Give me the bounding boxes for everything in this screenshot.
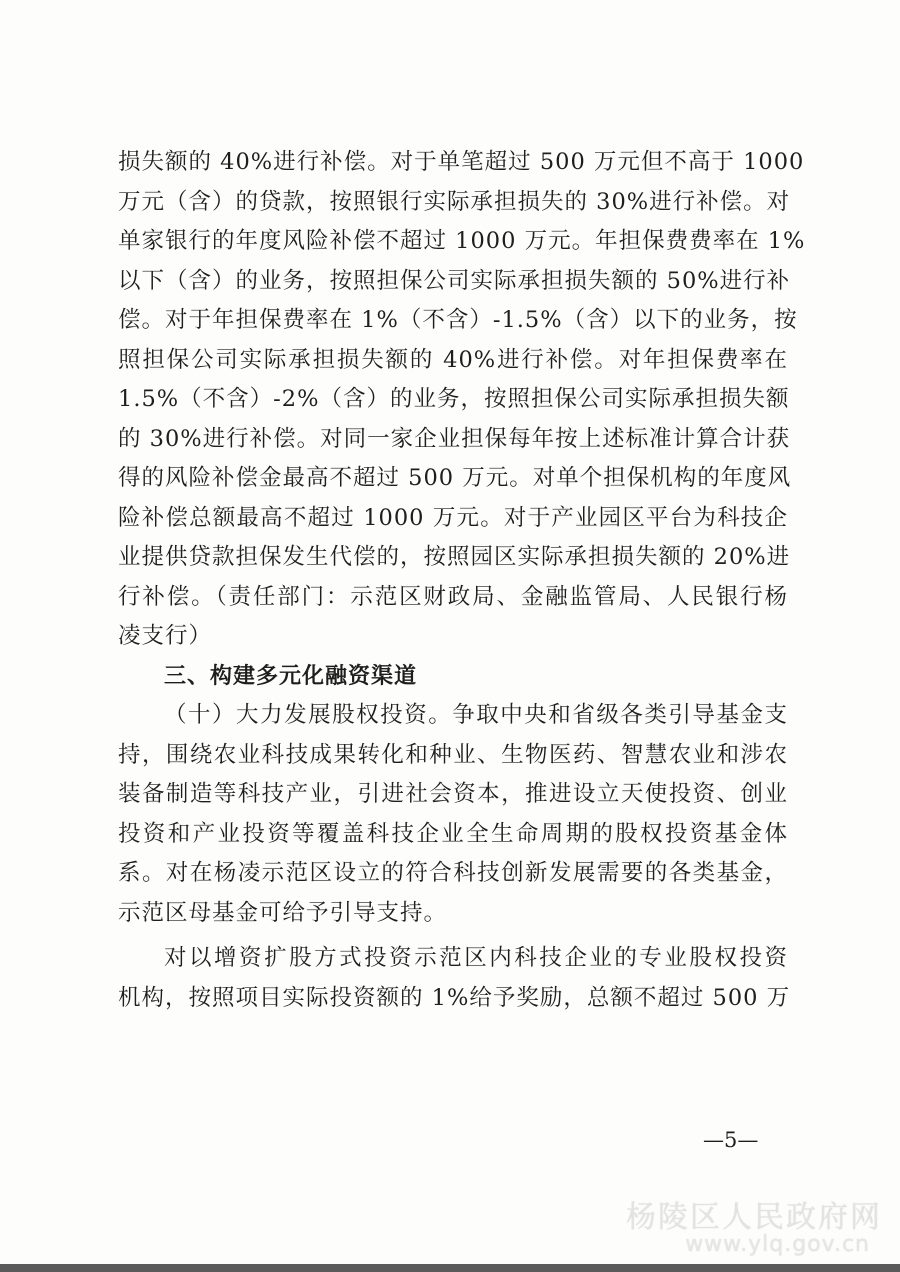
text-line: 凌支行）: [118, 623, 213, 649]
text-line: 业提供贷款担保发生代偿的，按照园区实际承担损失额的 20%进: [118, 544, 791, 570]
page-number: —5—: [703, 1128, 759, 1152]
text-line: 持，围绕农业科技成果转化和种业、生物医药、智慧农业和涉农: [118, 741, 788, 768]
watermark-site-url: www.ylq.gov.cn: [685, 1232, 870, 1257]
text-line: 行补偿。（责任部门：示范区财政局、金融监管局、人民银行杨: [118, 583, 788, 610]
text-line: 的 30%进行补偿。对同一家企业担保每年按上述标准计算合计获: [118, 425, 791, 452]
text-line: 示范区母基金可给予引导支持。: [118, 899, 448, 926]
text-line: 险补偿总额最高不超过 1000 万元。对于产业园区平台为科技企: [118, 504, 788, 531]
text-line: （十）大力发展股权投资。争取中央和省级各类引导基金支: [164, 702, 788, 728]
text-line: 照担保公司实际承担损失额的 40%进行补偿。对年担保费率在: [118, 346, 788, 373]
text-line: 损失额的 40%进行补偿。对于单笔超过 500 万元但不高于 1000: [118, 149, 805, 175]
text-line: 得的风险补偿金最高不超过 500 万元。对单个担保机构的年度风: [118, 465, 792, 491]
text-line: 万元（含）的贷款，按照银行实际承担损失的 30%进行补偿。对: [118, 188, 791, 215]
text-line: 1.5%（不含）-2%（含）的业务，按照担保公司实际承担损失额: [118, 386, 790, 412]
text-line: 装备制造等科技产业，引进社会资本，推进设立天使投资、创业: [118, 781, 788, 807]
text-line: 单家银行的年度风险补偿不超过 1000 万元。年担保费费率在 1%: [118, 228, 806, 254]
watermark-site-name: 杨陵区人民政府网: [626, 1200, 882, 1235]
text-line: 对以增资扩股方式投资示范区内科技企业的专业股权投资: [164, 945, 788, 971]
text-line: 偿。对于年担保费率在 1%（不含）-1.5%（含）以下的业务，按: [118, 307, 798, 333]
text-line: 投资和产业投资等覆盖科技企业全生命周期的股权投资基金体: [118, 820, 788, 847]
scan-edge-bar: [0, 1264, 900, 1272]
text-line: 以下（含）的业务，按照担保公司实际承担损失额的 50%进行补: [118, 267, 791, 294]
document-body: [118, 143, 806, 1018]
text-line: 系。对在杨凌示范区设立的符合科技创新发展需要的各类基金，: [118, 860, 788, 886]
text-line: 机构，按照项目实际投资额的 1%给予奖励，总额不超过 500 万: [118, 984, 791, 1011]
section-heading: 三、构建多元化融资渠道: [164, 663, 418, 689]
